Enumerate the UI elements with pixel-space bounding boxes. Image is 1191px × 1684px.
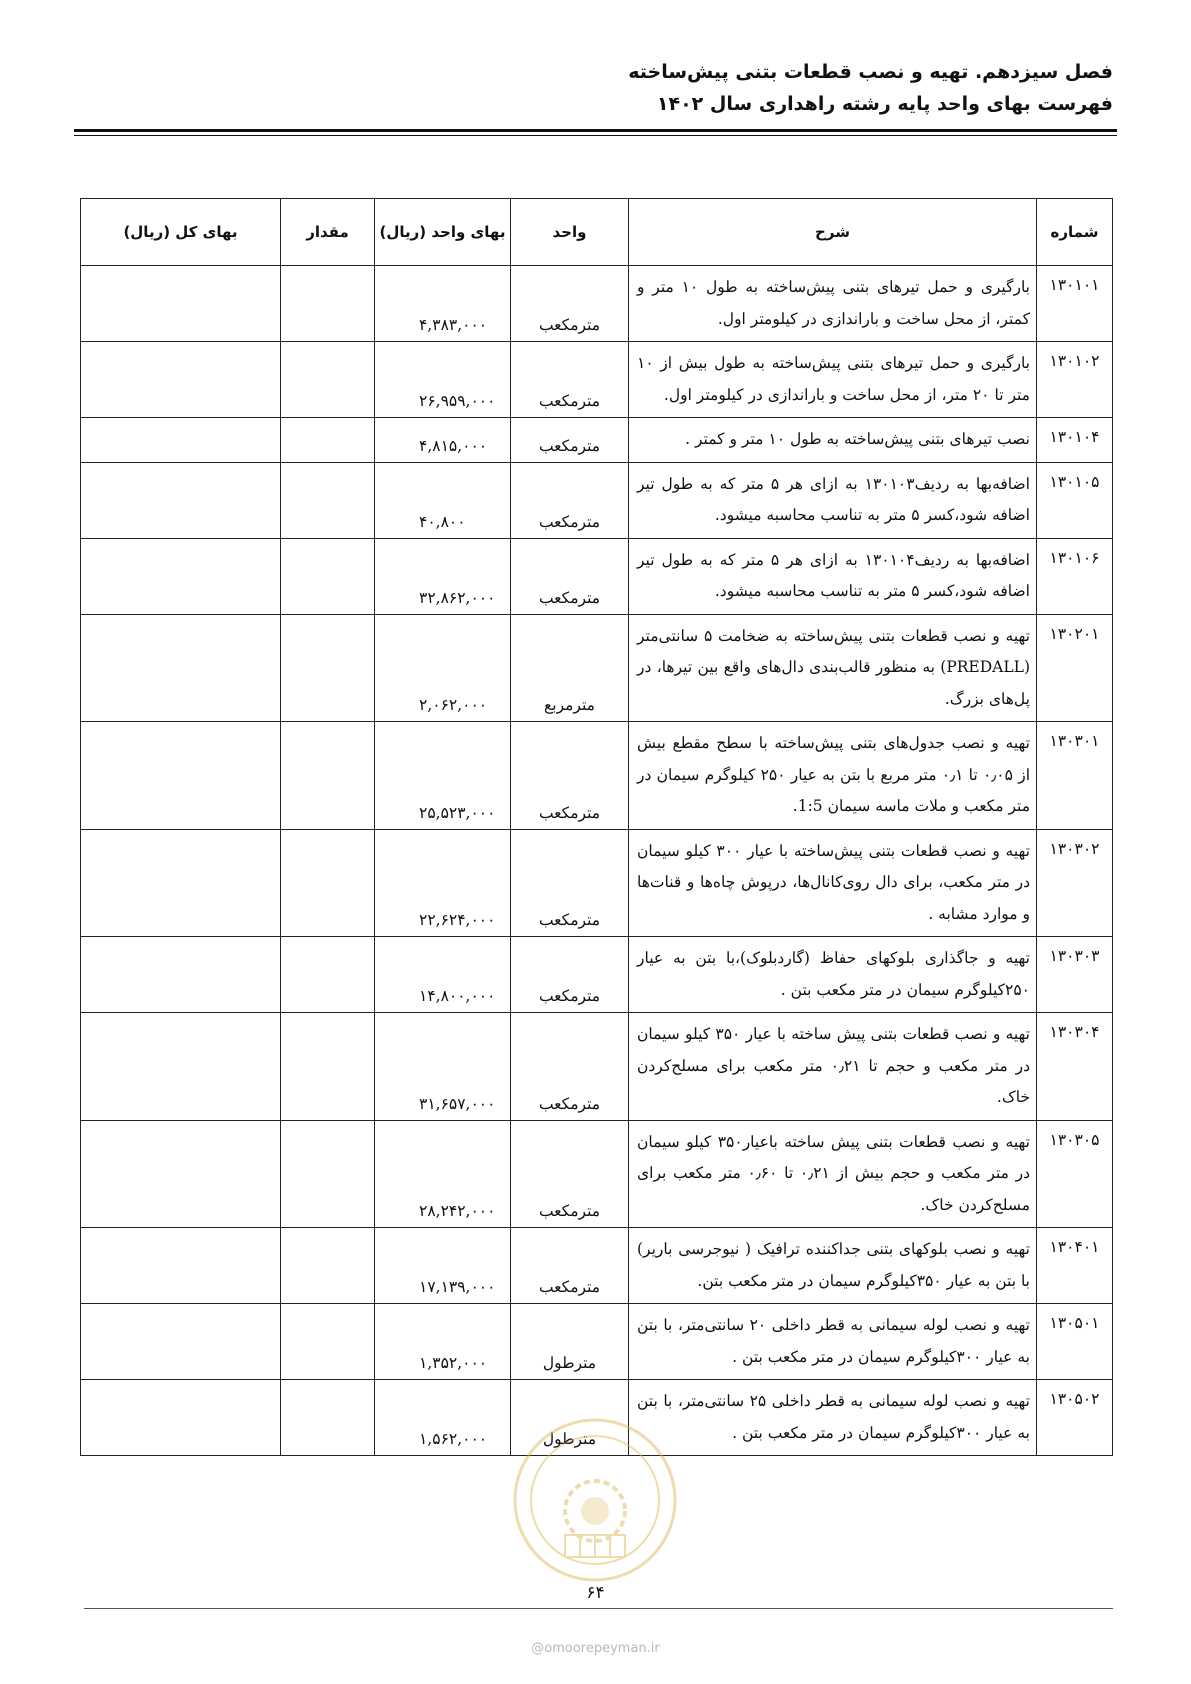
item-unit-cell: مترمکعب: [511, 1228, 629, 1304]
item-code-cell: ۱۳۰۳۰۲: [1037, 829, 1113, 937]
item-unit-cell: مترمکعب: [511, 1013, 629, 1121]
column-header-total-price: بهای کل (ریال): [81, 199, 281, 266]
price-table: [80, 198, 1113, 1456]
table-row: [81, 1228, 1113, 1304]
item-code-cell: ۱۳۰۱۰۴: [1037, 418, 1113, 463]
item-code-cell: ۱۳۰۱۰۲: [1037, 342, 1113, 418]
item-unit-cell: مترطول: [511, 1380, 629, 1456]
page-number: ۶۴: [586, 1583, 605, 1603]
item-quantity-cell: [281, 614, 375, 722]
item-unit-price-cell: ۲۸,۲۴۲,۰۰۰: [375, 1120, 511, 1228]
item-total-price-cell: [81, 462, 281, 538]
item-unit-price-cell: ۲,۰۶۲,۰۰۰: [375, 614, 511, 722]
column-header-number: شماره: [1037, 199, 1113, 266]
item-total-price-cell: [81, 418, 281, 463]
item-total-price-cell: [81, 538, 281, 614]
item-description-cell: بارگیری و حمل تیرهای بتنی پیش‌ساخته به طول ۱۰ متر و کمتر، از محل ساخت و باراندازی در کیلومتر اول.: [629, 266, 1037, 342]
item-description-cell: تهیه و نصب جدول‌های بتنی پیش‌ساخته با سطح مقطع بیش از ۰٫۰۵ تا ۰٫۱ متر مربع با بتن به عیار ۲۵۰ کیلوگرم سیمان در متر مکعب و ملات ماسه سیمان 1:5.: [629, 722, 1037, 830]
item-description-cell: تهیه و نصب قطعات بتنی پیش ساخته باعیار۳۵۰ کیلو سیمان در متر مکعب و حجم بیش از ۰٫۲۱ تا ۰٫۶۰ متر مکعب برای مسلح‌کردن خاک.: [629, 1120, 1037, 1228]
price-list-title: فهرست بهای واحد پایه رشته راهداری سال ۱۴۰۲: [656, 93, 1113, 115]
column-header-unit-price: بهای واحد (ریال): [375, 199, 511, 266]
item-unit-price-cell: ۴۰,۸۰۰: [375, 462, 511, 538]
item-code-cell: ۱۳۰۱۰۶: [1037, 538, 1113, 614]
item-total-price-cell: [81, 1228, 281, 1304]
item-description-cell: تهیه و نصب لوله سیمانی به قطر داخلی ۲۰ سانتی‌متر، با بتن به عیار ۳۰۰کیلوگرم سیمان در متر مکعب بتن .: [629, 1304, 1037, 1380]
item-code-cell: ۱۳۰۱۰۱: [1037, 266, 1113, 342]
item-description-cell: تهیه و نصب قطعات بتنی پیش‌ساخته با عیار ۳۰۰ کیلو سیمان در متر مکعب، برای دال روی‌کانال‌ها، درپوش چاه‌ها و قنات‌ها و موارد مشابه .: [629, 829, 1037, 937]
item-code-cell: ۱۳۰۵۰۲: [1037, 1380, 1113, 1456]
item-unit-cell: مترمکعب: [511, 266, 629, 342]
item-unit-price-cell: ۲۶,۹۵۹,۰۰۰: [375, 342, 511, 418]
item-code-cell: ۱۳۰۳۰۳: [1037, 937, 1113, 1013]
item-unit-price-cell: ۴,۳۸۳,۰۰۰: [375, 266, 511, 342]
item-description-cell: تهیه و نصب قطعات بتنی پیش‌ساخته به ضخامت ۵ سانتی‌متر (PREDALL) به منظور قالب‌بندی دال‌های واقع بین تیرها، در پل‌های بزرگ.: [629, 614, 1037, 722]
item-unit-cell: مترمکعب: [511, 1120, 629, 1228]
table-row: [81, 462, 1113, 538]
item-code-cell: ۱۳۰۴۰۱: [1037, 1228, 1113, 1304]
item-quantity-cell: [281, 1304, 375, 1380]
item-quantity-cell: [281, 418, 375, 463]
item-total-price-cell: [81, 1120, 281, 1228]
table-body: [81, 266, 1113, 1456]
item-description-cell: تهیه و نصب قطعات بتنی پیش ساخته با عیار ۳۵۰ کیلو سیمان در متر مکعب و حجم تا ۰٫۲۱ متر مکعب برای مسلح‌کردن خاک.: [629, 1013, 1037, 1121]
table-header-row: [81, 199, 1113, 266]
table-row: [81, 937, 1113, 1013]
header-rule-thin: [74, 135, 1117, 136]
item-unit-price-cell: ۱,۵۶۲,۰۰۰: [375, 1380, 511, 1456]
table-row: [81, 1304, 1113, 1380]
item-unit-cell: مترمکعب: [511, 418, 629, 463]
header-rule-thick: [74, 129, 1117, 132]
item-quantity-cell: [281, 1120, 375, 1228]
item-unit-cell: مترمکعب: [511, 342, 629, 418]
item-unit-cell: مترمربع: [511, 614, 629, 722]
item-unit-price-cell: ۱۴,۸۰۰,۰۰۰: [375, 937, 511, 1013]
column-header-unit: واحد: [511, 199, 629, 266]
item-unit-price-cell: ۱۷,۱۳۹,۰۰۰: [375, 1228, 511, 1304]
table-row: [81, 538, 1113, 614]
watermark-text: @omoorepeyman.ir: [531, 1641, 660, 1656]
table-row: [81, 1120, 1113, 1228]
item-unit-cell: مترمکعب: [511, 722, 629, 830]
item-unit-price-cell: ۲۲,۶۲۴,۰۰۰: [375, 829, 511, 937]
item-quantity-cell: [281, 538, 375, 614]
item-quantity-cell: [281, 937, 375, 1013]
item-quantity-cell: [281, 1380, 375, 1456]
item-unit-cell: مترمکعب: [511, 462, 629, 538]
table-row: [81, 418, 1113, 463]
item-total-price-cell: [81, 1304, 281, 1380]
table-row: [81, 1013, 1113, 1121]
item-code-cell: ۱۳۰۳۰۴: [1037, 1013, 1113, 1121]
table-row: [81, 342, 1113, 418]
item-unit-cell: مترمکعب: [511, 538, 629, 614]
item-description-cell: اضافه‌بها به ردیف۱۳۰۱۰۴ به ازای هر ۵ متر که به طول تیر اضافه شود،کسر ۵ متر به تناسب محاسبه میشود.: [629, 538, 1037, 614]
item-quantity-cell: [281, 829, 375, 937]
item-quantity-cell: [281, 266, 375, 342]
item-total-price-cell: [81, 937, 281, 1013]
item-total-price-cell: [81, 829, 281, 937]
item-code-cell: ۱۳۰۵۰۱: [1037, 1304, 1113, 1380]
item-total-price-cell: [81, 614, 281, 722]
item-code-cell: ۱۳۰۲۰۱: [1037, 614, 1113, 722]
item-description-cell: تهیه و نصب بلوکهای بتنی جداکننده ترافیک ( نیوجرسی باریر) با بتن به عیار ۳۵۰کیلوگرم سیمان در متر مکعب بتن.: [629, 1228, 1037, 1304]
item-quantity-cell: [281, 1228, 375, 1304]
column-header-description: شرح: [629, 199, 1037, 266]
item-total-price-cell: [81, 342, 281, 418]
item-unit-cell: مترمکعب: [511, 937, 629, 1013]
item-total-price-cell: [81, 1013, 281, 1121]
item-unit-price-cell: ۲۵,۵۲۳,۰۰۰: [375, 722, 511, 830]
item-description-cell: تهیه و جاگذاری بلوکهای حفاظ (گاردبلوک)،با بتن به عیار ۲۵۰کیلوگرم سیمان در متر مکعب بتن .: [629, 937, 1037, 1013]
table-row: [81, 614, 1113, 722]
item-total-price-cell: [81, 266, 281, 342]
item-description-cell: اضافه‌بها به ردیف۱۳۰۱۰۳ به ازای هر ۵ متر که به طول تیر اضافه شود،کسر ۵ متر به تناسب محاسبه میشود.: [629, 462, 1037, 538]
item-unit-price-cell: ۴,۸۱۵,۰۰۰: [375, 418, 511, 463]
item-description-cell: تهیه و نصب لوله سیمانی به قطر داخلی ۲۵ سانتی‌متر، با بتن به عیار ۳۰۰کیلوگرم سیمان در متر مکعب بتن .: [629, 1380, 1037, 1456]
item-unit-cell: مترمکعب: [511, 829, 629, 937]
item-code-cell: ۱۳۰۱۰۵: [1037, 462, 1113, 538]
column-header-quantity: مقدار: [281, 199, 375, 266]
item-code-cell: ۱۳۰۳۰۵: [1037, 1120, 1113, 1228]
table-row: [81, 266, 1113, 342]
page-header: [78, 56, 1113, 120]
item-quantity-cell: [281, 462, 375, 538]
item-quantity-cell: [281, 722, 375, 830]
item-description-cell: نصب تیرهای بتنی پیش‌ساخته به طول ۱۰ متر و کمتر .: [629, 418, 1037, 463]
item-description-cell: بارگیری و حمل تیرهای بتنی پیش‌ساخته به طول بیش از ۱۰ متر تا ۲۰ متر، از محل ساخت و باراندازی در کیلومتر اول.: [629, 342, 1037, 418]
item-total-price-cell: [81, 722, 281, 830]
item-quantity-cell: [281, 342, 375, 418]
item-unit-price-cell: ۳۱,۶۵۷,۰۰۰: [375, 1013, 511, 1121]
item-total-price-cell: [81, 1380, 281, 1456]
table-row: [81, 722, 1113, 830]
table-row: [81, 829, 1113, 937]
item-unit-price-cell: ۳۲,۸۶۲,۰۰۰: [375, 538, 511, 614]
item-quantity-cell: [281, 1013, 375, 1121]
footer-rule: [84, 1608, 1113, 1609]
item-code-cell: ۱۳۰۳۰۱: [1037, 722, 1113, 830]
item-unit-cell: مترطول: [511, 1304, 629, 1380]
item-unit-price-cell: ۱,۳۵۲,۰۰۰: [375, 1304, 511, 1380]
chapter-title: فصل سیزدهم. تهیه و نصب قطعات بتنی پیش‌ساخته: [628, 61, 1113, 83]
table-row: [81, 1380, 1113, 1456]
